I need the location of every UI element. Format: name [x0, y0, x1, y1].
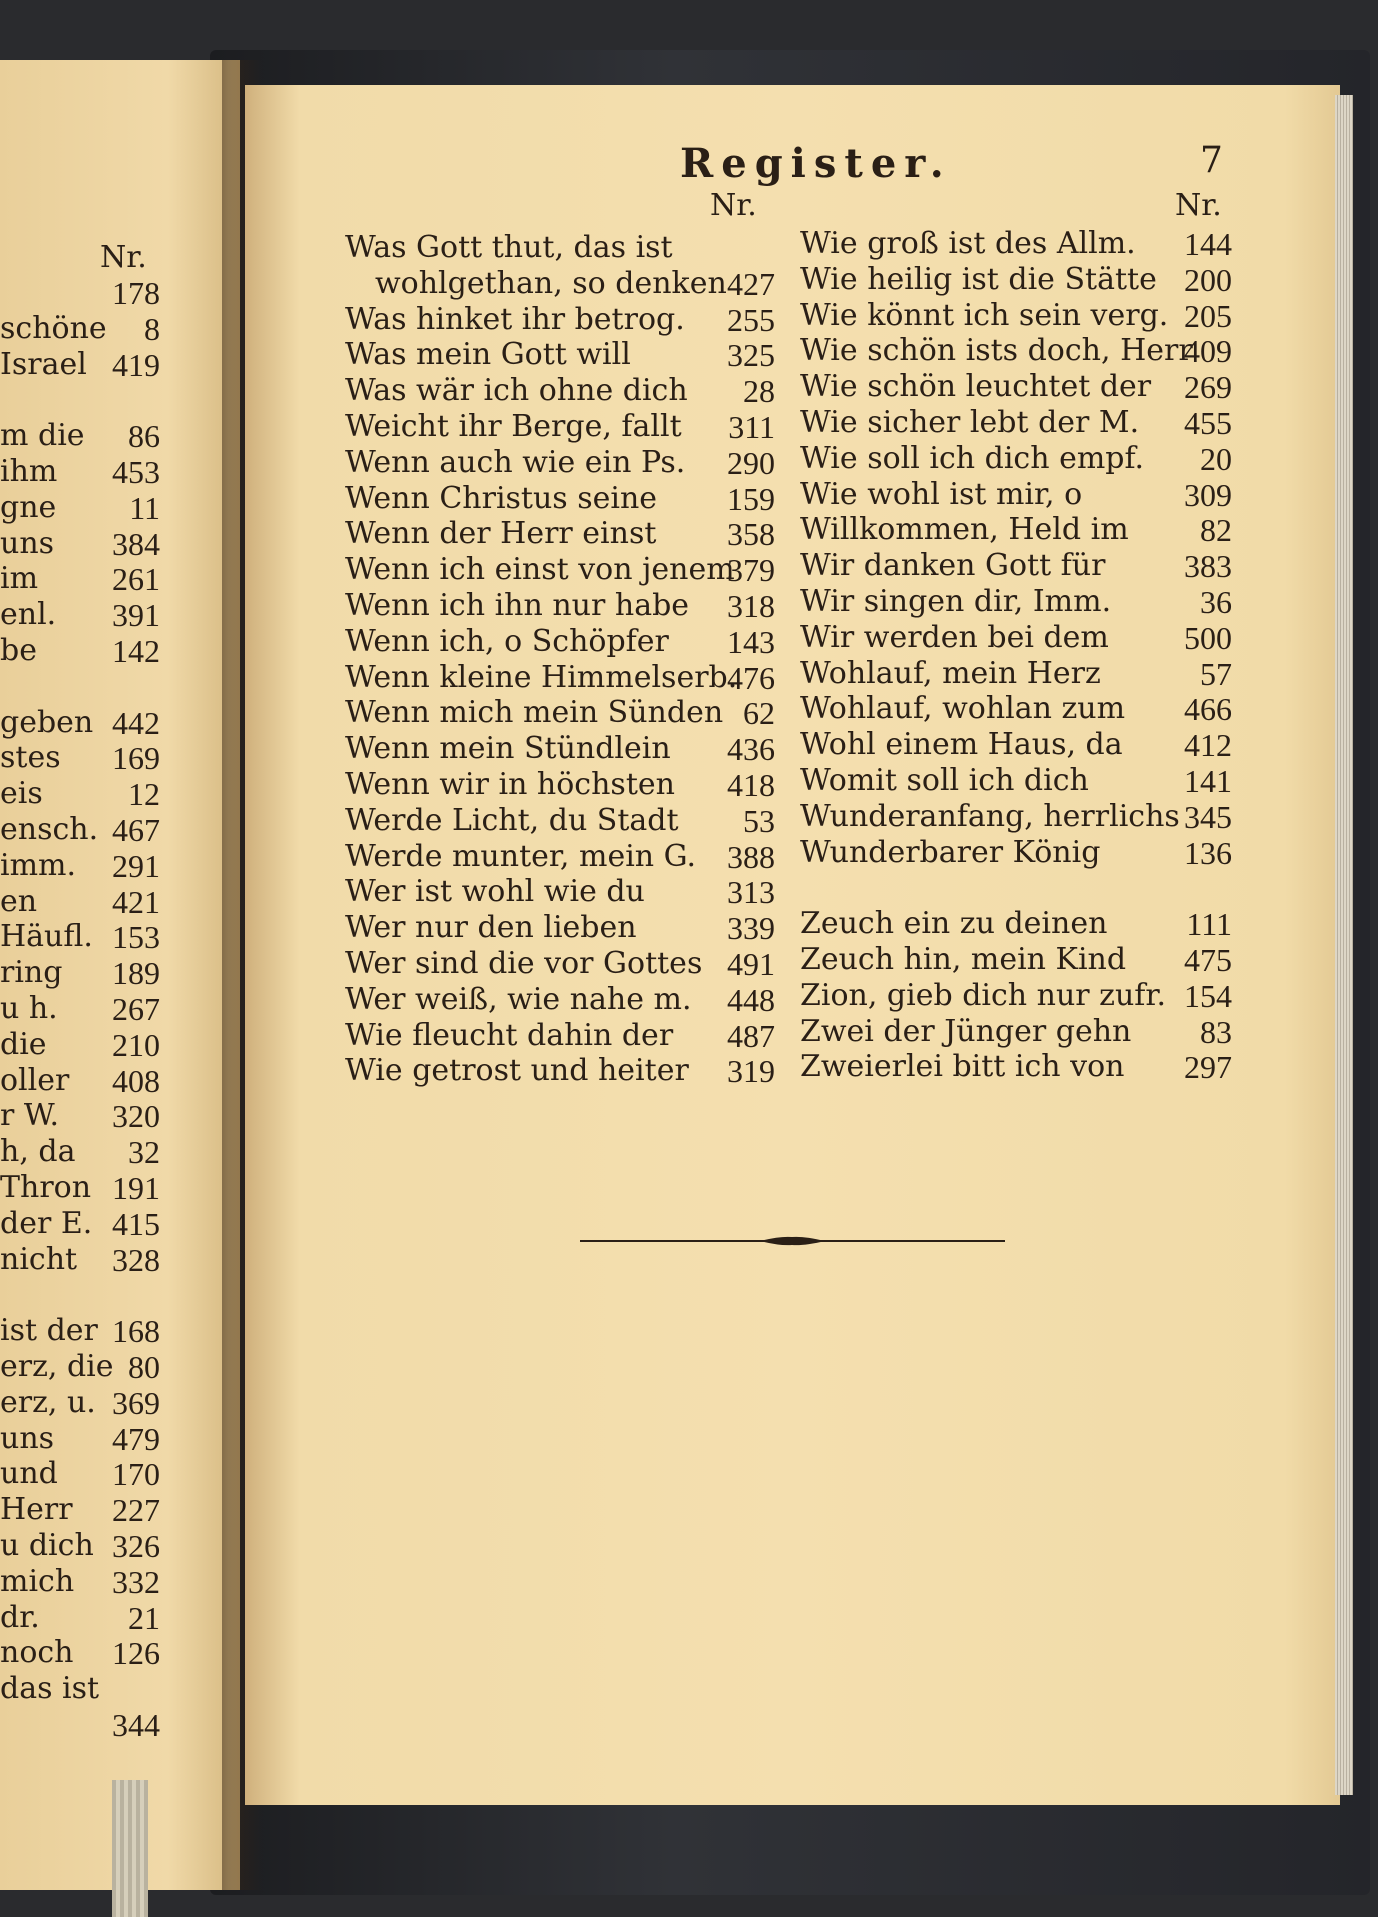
index-entry — [0, 991, 160, 1027]
index-entry — [0, 705, 160, 741]
index-entry — [0, 1600, 160, 1636]
entry-number: 32 — [128, 1134, 160, 1171]
index-entry — [800, 512, 1232, 548]
entry-number: 455 — [1184, 405, 1232, 441]
index-entry — [800, 441, 1232, 477]
entry-title: Wie heilig ist die Stätte — [800, 261, 1157, 297]
entry-number: 21 — [128, 1599, 160, 1636]
index-entry — [345, 982, 775, 1018]
index-entry — [800, 656, 1232, 692]
index-entry — [800, 1014, 1232, 1050]
entry-title: Wie soll ich dich empf. — [800, 440, 1145, 476]
entry-number: 311 — [728, 409, 775, 445]
entry-title: enl. — [0, 597, 57, 633]
entry-title: Wie wohl ist mir, o — [800, 476, 1083, 512]
entry-number: 144 — [1184, 226, 1232, 262]
entry-number: 344 — [112, 1707, 160, 1743]
entry-title: Wunderanfang, herrlichs — [800, 798, 1180, 834]
index-entry — [0, 1492, 160, 1528]
entry-number: 142 — [112, 633, 160, 669]
entry-number: 80 — [128, 1349, 160, 1385]
entry-number: 141 — [1184, 763, 1232, 799]
entry-number: 267 — [112, 991, 160, 1027]
index-entry — [800, 727, 1232, 763]
entry-number: 62 — [743, 695, 775, 732]
index-entry — [800, 691, 1232, 727]
entry-title: Wohlauf, mein Herz — [800, 655, 1101, 691]
entry-number: 83 — [1200, 1013, 1232, 1050]
index-entry — [0, 1027, 160, 1063]
entry-title: Wenn ich, o Schöpfer — [345, 623, 669, 659]
entry-number: 318 — [727, 588, 775, 624]
index-entry — [800, 405, 1232, 441]
entry-number: 358 — [727, 516, 775, 553]
bookmark-ribbon — [112, 1780, 148, 1917]
entry-title: ring — [0, 955, 63, 991]
entry-title: Wer weiß, wie nahe m. — [345, 981, 692, 1017]
index-entry — [800, 548, 1232, 584]
entry-title: gne — [0, 489, 57, 525]
entry-number: 136 — [1184, 834, 1232, 871]
index-entry — [0, 561, 160, 597]
index-entry — [345, 731, 775, 767]
entry-number: 328 — [112, 1241, 160, 1278]
entry-title: Wenn wir in höchsten — [345, 767, 675, 802]
entry-title: Wenn kleine Himmelserb. — [345, 659, 738, 695]
entry-number: 487 — [727, 1017, 775, 1054]
entry-title: Wie fleucht dahin der — [345, 1017, 674, 1053]
entry-number: 11 — [129, 489, 160, 526]
index-entry — [800, 1049, 1232, 1085]
entry-number: 379 — [727, 552, 775, 589]
index-entry — [0, 1528, 160, 1564]
end-ornament — [580, 1234, 1005, 1248]
index-entry — [800, 333, 1232, 369]
entry-number: 475 — [1184, 942, 1232, 978]
index-entry — [345, 803, 775, 839]
entry-title: u h. — [0, 991, 58, 1026]
entry-number: 36 — [1200, 584, 1232, 620]
index-entry — [345, 302, 775, 338]
entry-title: uns — [0, 1420, 55, 1456]
entry-title: ihm — [0, 454, 58, 489]
index-entry — [0, 347, 160, 383]
index-entry — [0, 1707, 160, 1743]
index-entry — [800, 584, 1232, 620]
entry-number: 419 — [112, 346, 160, 383]
index-entry — [0, 490, 160, 526]
entry-number: 210 — [112, 1026, 160, 1063]
index-entry — [0, 1564, 160, 1600]
index-entry — [345, 516, 775, 552]
entry-number: 325 — [727, 337, 775, 374]
entry-number: 408 — [112, 1062, 160, 1099]
index-entry — [0, 884, 160, 920]
entry-title: Wir werden bei dem — [800, 619, 1109, 655]
entry-number: 453 — [112, 454, 160, 490]
index-entry — [0, 1206, 160, 1242]
entry-title: nicht — [0, 1241, 78, 1277]
entry-number: 53 — [743, 802, 775, 839]
entry-number: 261 — [112, 561, 160, 598]
index-entry — [800, 799, 1232, 835]
entry-number: 491 — [727, 946, 775, 982]
entry-number: 178 — [112, 275, 160, 311]
entry-number: 313 — [727, 874, 775, 911]
entry-number: 339 — [727, 910, 775, 947]
index-entry — [345, 910, 775, 946]
entry-number: 421 — [112, 883, 160, 920]
entry-title: Wenn mein Stündlein — [345, 731, 671, 767]
index-entry — [800, 978, 1232, 1014]
entry-number: 255 — [727, 301, 775, 338]
entry-title: eis — [0, 776, 43, 812]
entry-title: Wenn der Herr einst — [345, 516, 657, 552]
entry-number: 436 — [727, 731, 775, 768]
entry-number: 143 — [727, 623, 775, 660]
entry-title: dr. — [0, 1599, 40, 1635]
index-entry — [345, 767, 775, 803]
index-entry — [345, 337, 775, 373]
index-entry — [800, 835, 1232, 871]
entry-title: im — [0, 561, 39, 597]
entry-title: Zeuch hin, mein Kind — [800, 942, 1127, 977]
entry-title: Wenn Christus seine — [345, 480, 658, 516]
index-entry — [0, 1349, 160, 1385]
index-entry — [0, 1385, 160, 1421]
entry-number: 442 — [112, 704, 160, 741]
entry-title: Wenn auch wie ein Ps. — [345, 444, 686, 480]
entry-number: 227 — [112, 1492, 160, 1529]
entry-number: 82 — [1200, 512, 1232, 549]
index-entry — [0, 1242, 160, 1278]
entry-title: Werde Licht, du Stadt — [345, 802, 679, 838]
entry-number: 479 — [112, 1420, 160, 1457]
entry-title: schöne — [0, 310, 107, 346]
index-entry — [0, 919, 160, 955]
entry-number: 20 — [1200, 440, 1232, 477]
index-entry — [800, 477, 1232, 513]
index-entry — [0, 275, 160, 311]
index-entry — [800, 298, 1232, 334]
index-entry — [345, 552, 775, 588]
index-entry — [345, 695, 775, 731]
entry-title: das ist — [0, 1671, 100, 1707]
entry-number: 269 — [1184, 369, 1232, 406]
index-entry — [345, 1053, 775, 1089]
index-entry — [0, 1421, 160, 1457]
index-entry — [345, 445, 775, 481]
entry-number: 427 — [727, 265, 775, 302]
page-number: 7 — [1200, 140, 1223, 181]
entry-title: Wie getrost und heiter — [345, 1053, 689, 1089]
entry-title: Wenn ich ihn nur habe — [345, 588, 690, 623]
entry-title: stes — [0, 740, 61, 776]
index-entry — [0, 633, 160, 669]
entry-number: 500 — [1184, 619, 1232, 656]
index-entry — [345, 660, 775, 696]
index-entry — [0, 418, 160, 454]
index-entry — [0, 1635, 160, 1671]
entry-number: 126 — [112, 1635, 160, 1672]
entry-title: en — [0, 883, 38, 919]
entry-title: Wer ist wohl wie du — [345, 874, 645, 910]
entry-title: Was Gott thut, das ist — [345, 230, 673, 265]
index-entry — [800, 763, 1232, 799]
entry-number: 290 — [727, 444, 775, 481]
index-entry — [0, 454, 160, 490]
entry-title: Wie schön leuchtet der — [800, 369, 1152, 405]
entry-title: uns — [0, 525, 55, 561]
index-entry — [345, 946, 775, 982]
entry-title: Wunderbarer König — [800, 834, 1101, 870]
index-entry — [0, 1098, 160, 1134]
entry-number: 383 — [1184, 548, 1232, 585]
index-entry — [0, 776, 160, 812]
page-title: Register. — [680, 140, 952, 187]
entry-number: 332 — [112, 1563, 160, 1600]
right-col-header: Nr. — [1175, 188, 1222, 223]
entry-number: 466 — [1184, 691, 1232, 728]
entry-title: oller — [0, 1062, 70, 1098]
entry-title: Wie sicher lebt der M. — [800, 405, 1140, 440]
entry-title: Was hinket ihr betrog. — [345, 301, 685, 337]
entry-title: Wohlauf, wohlan zum — [800, 691, 1126, 727]
index-entry — [345, 409, 775, 445]
entry-number: 169 — [112, 740, 160, 777]
entry-number: 319 — [727, 1053, 775, 1090]
entry-number: 345 — [1184, 798, 1232, 835]
index-entry — [0, 812, 160, 848]
index-entry — [0, 740, 160, 776]
index-entry — [800, 369, 1232, 405]
index-entry — [0, 955, 160, 991]
entry-number: 291 — [112, 847, 160, 884]
middle-col-header: Nr. — [710, 188, 757, 223]
entry-number: 297 — [1184, 1049, 1232, 1086]
entry-number: 384 — [112, 525, 160, 562]
entry-title: Wir danken Gott für — [800, 548, 1106, 584]
index-entry — [345, 373, 775, 409]
entry-number: 320 — [112, 1098, 160, 1135]
index-entry — [345, 266, 775, 302]
entry-title: der E. — [0, 1205, 93, 1241]
entry-number: 12 — [128, 776, 160, 813]
index-entry — [0, 597, 160, 633]
entry-title: Wie groß ist des Allm. — [800, 226, 1136, 261]
entry-title: Wie schön ists doch, Herr — [800, 333, 1193, 369]
entry-title: Herr — [0, 1492, 73, 1528]
index-entry — [0, 1134, 160, 1170]
entry-number: 159 — [727, 480, 775, 517]
entry-title: Wenn ich einst von jenem — [345, 552, 735, 588]
index-entry — [800, 226, 1232, 262]
index-entry — [0, 1313, 160, 1349]
entry-number: 412 — [1184, 727, 1232, 764]
entry-title: Israel — [0, 346, 87, 382]
entry-title: Zweierlei bitt ich von — [800, 1049, 1125, 1085]
entry-number: 86 — [128, 418, 160, 455]
entry-title: r W. — [0, 1098, 60, 1134]
entry-title: ist der — [0, 1313, 98, 1349]
left-page — [0, 60, 240, 1890]
page-edge — [1335, 95, 1353, 1795]
index-entry — [345, 481, 775, 517]
entry-number: 170 — [112, 1456, 160, 1493]
entry-number: 168 — [112, 1313, 160, 1350]
entry-number: 448 — [727, 981, 775, 1018]
index-entry — [800, 262, 1232, 298]
entry-title: Werde munter, mein G. — [345, 838, 697, 874]
entry-number: 57 — [1200, 655, 1232, 692]
index-entry — [0, 526, 160, 562]
entry-title: Zion, gieb dich nur zufr. — [800, 977, 1166, 1013]
index-entry — [800, 906, 1232, 942]
entry-number: 388 — [727, 838, 775, 875]
index-entry — [0, 669, 160, 705]
entry-title: Zeuch ein zu deinen — [800, 906, 1108, 942]
entry-title: Was wär ich ohne dich — [345, 373, 688, 409]
left-col-header: Nr. — [100, 240, 147, 275]
entry-title: imm. — [0, 847, 77, 883]
entry-number: 111 — [1186, 906, 1232, 943]
index-entry — [800, 870, 1232, 906]
index-entry — [0, 1170, 160, 1206]
entry-number: 200 — [1184, 261, 1232, 298]
entry-number: 154 — [1184, 977, 1232, 1014]
entry-title: Zwei der Jünger gehn — [800, 1013, 1132, 1049]
entry-title: die — [0, 1026, 47, 1062]
entry-number: 415 — [112, 1205, 160, 1242]
entry-title: wohlgethan, so denken — [375, 265, 727, 301]
entry-title: noch — [0, 1635, 74, 1671]
index-entry — [0, 311, 160, 347]
entry-title: Was mein Gott will — [345, 337, 631, 373]
index-entry — [0, 382, 160, 418]
entry-number: 28 — [743, 373, 775, 410]
entry-title: Wer sind die vor Gottes — [345, 946, 703, 981]
entry-number: 326 — [112, 1528, 160, 1564]
index-entry — [345, 839, 775, 875]
index-entry — [800, 942, 1232, 978]
entry-number: 369 — [112, 1384, 160, 1421]
entry-title: u dich — [0, 1528, 94, 1563]
entry-number: 189 — [112, 955, 160, 992]
entry-number: 191 — [112, 1170, 160, 1206]
entry-title: geben — [0, 704, 94, 740]
index-entry — [345, 624, 775, 660]
entry-title: Wie könnt ich sein verg. — [800, 297, 1169, 333]
index-entry — [345, 874, 775, 910]
index-entry — [0, 1063, 160, 1099]
entry-number: 391 — [112, 597, 160, 634]
entry-title: Wer nur den lieben — [345, 910, 637, 946]
entry-number: 418 — [727, 767, 775, 803]
entry-title: erz, die — [0, 1349, 114, 1384]
entry-title: ensch. — [0, 812, 99, 847]
entry-title: Womit soll ich dich — [800, 763, 1089, 798]
entry-number: 476 — [727, 659, 775, 696]
index-entry — [0, 1277, 160, 1313]
entry-title: Weicht ihr Berge, fallt — [345, 409, 682, 444]
entry-title: mich — [0, 1563, 75, 1599]
index-entry — [0, 848, 160, 884]
entry-title: und — [0, 1456, 58, 1492]
entry-number: 153 — [112, 919, 160, 956]
entry-title: erz, u. — [0, 1384, 96, 1420]
index-entry — [0, 1671, 160, 1707]
entry-title: be — [0, 633, 37, 668]
index-entry — [345, 1018, 775, 1054]
entry-title: m die — [0, 418, 85, 454]
entry-number: 205 — [1184, 297, 1232, 334]
entry-number: 8 — [144, 310, 160, 347]
index-entry — [345, 588, 775, 624]
entry-number: 309 — [1184, 476, 1232, 513]
entry-title: Willkommen, Held im — [800, 512, 1129, 548]
entry-title: Thron — [0, 1170, 92, 1205]
entry-title: Wenn mich mein Sünden — [345, 695, 724, 731]
entry-title: Häufl. — [0, 919, 93, 955]
entry-title: Wir singen dir, Imm. — [800, 584, 1112, 619]
entry-title: h, da — [0, 1134, 76, 1170]
entry-title: Wohl einem Haus, da — [800, 727, 1123, 763]
index-entry — [800, 620, 1232, 656]
entry-number: 467 — [112, 812, 160, 848]
index-entry — [0, 1456, 160, 1492]
entry-number: 409 — [1184, 333, 1232, 370]
index-entry — [345, 230, 775, 266]
